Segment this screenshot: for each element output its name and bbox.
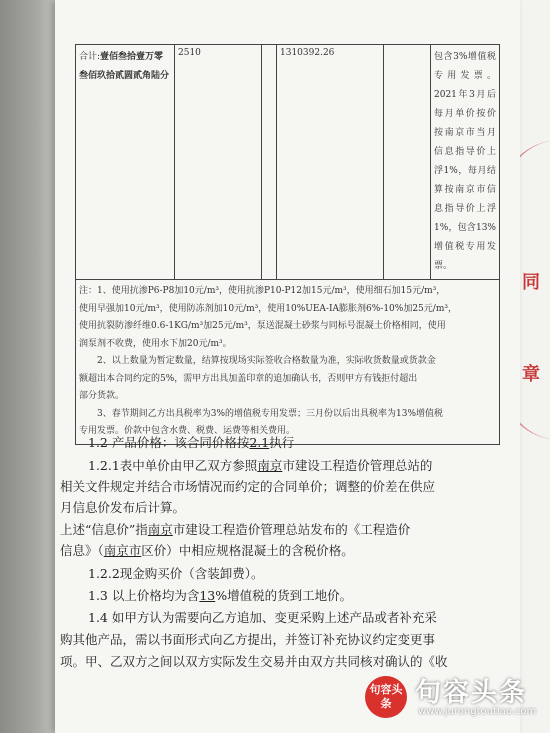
clause-line: 月信息价发布后计算。 (60, 500, 186, 515)
clause-1-4: 1.4 如甲方认为需要向乙方追加、变更采购上述产品或者补充采 (88, 610, 437, 625)
note-line: 3、春节期间乙方出具税率为3%的增值税专用发票；三月份以后出具税率为13%增值税 (97, 408, 444, 419)
note-line: 润泵剂不收费，使用水下加20元/m³。 (79, 338, 232, 349)
watermark-logo: 句容头条 (365, 676, 407, 718)
city-field: 南京 (147, 522, 173, 537)
watermark-title: 句容头条 (415, 678, 528, 708)
watermark-url: www.jurongtoutiao.com (418, 706, 537, 717)
remark-cell: 包含3%增值税专用发票。2021年3月后每月单价按价按南京市当月信息指导价上浮1%，每月结算按南京市信息指导价上浮1%，包含13%增值税专用发票。 (431, 45, 500, 280)
note-line: 专用发票。价款中包含水费、税费、运费等相关费用。 (79, 426, 296, 436)
clause-line: 项。甲、乙双方之间以双方实际发生交易并由双方共同核对确认的《收 (60, 654, 448, 669)
clause-1-2-2: 1.2.2现金购买价（含装卸费）。 (88, 566, 264, 581)
note-line: 额超出本合同约定的5%，需甲方出具加盖印章的追加确认书，否则甲方有钱拒付超出 (79, 373, 418, 384)
city-field: 南京 (257, 458, 283, 473)
price-clause-ref: 2.1 (249, 435, 270, 450)
total-label-cell (76, 45, 175, 280)
total-label: 合计: (79, 52, 101, 62)
area-field: 南京市 (103, 543, 142, 558)
total-amount-words: 壹佰叁拾壹万零叁佰玖拾贰圆贰角陆分 (79, 52, 170, 81)
info-price-definition-cont: 信息》（南京市区价）中相应规格混凝土的含税价格。 (60, 543, 354, 558)
note-line: 部分货款。 (79, 391, 125, 401)
clause-line: 相关文件规定并结合市场情况而约定的合同单价；调整的价差在供应 (60, 479, 436, 494)
info-price-definition: 上述“信息价”指南京市建设工程造价管理总站发布的《工程造价 (60, 522, 411, 537)
total-row (76, 45, 500, 280)
note-line: 使用抗裂防渗纤维0.6-1KG/m³加25元/m³，泵送混凝土砂浆与同标号混凝土价格相同，使用 (79, 321, 446, 331)
notes-row (76, 280, 500, 445)
total-price-cell: 1310392.26 (277, 45, 384, 280)
clause-1-3: 1.3 以上价格均为含13%增值税的货到工地价。 (88, 588, 353, 603)
note-line: 2、以上数量为暂定数量，结算按现场实际签收合格数量为准，实际收货数量或货款金 (97, 356, 436, 366)
quantity-cell: 2510 (175, 45, 262, 280)
clause-line: 购其他产品，需以书面形式向乙方提出，并签订补充协议约定变更事 (60, 632, 436, 647)
note-line: 注：1、使用抗渗P6-P8加10元/m³，使用抗渗P10-P12加15元/m³，使用细石加15元/m³， (79, 286, 446, 296)
stamp-fragment: 同 (522, 272, 540, 293)
clause-1-2: 1.2 产品价格：该合同价格按2.1执行 (88, 435, 295, 450)
blank-cell (384, 45, 431, 280)
price-table (75, 44, 500, 445)
note-line: 使用早强加10元/m³，使用防冻剂加10元/m³，使用10%UEA-IA膨胀剂6%-10%加25元/m³， (79, 303, 457, 314)
clause-1-2-1: 1.2.1表中单价由甲乙双方参照南京市建设工程造价管理总站的 (88, 458, 433, 473)
notes-cell (76, 280, 500, 445)
stamp-fragment: 章 (522, 364, 540, 385)
unit-price-cell (262, 45, 277, 280)
background-left (0, 0, 60, 733)
tax-rate-field: 13 (199, 588, 216, 603)
